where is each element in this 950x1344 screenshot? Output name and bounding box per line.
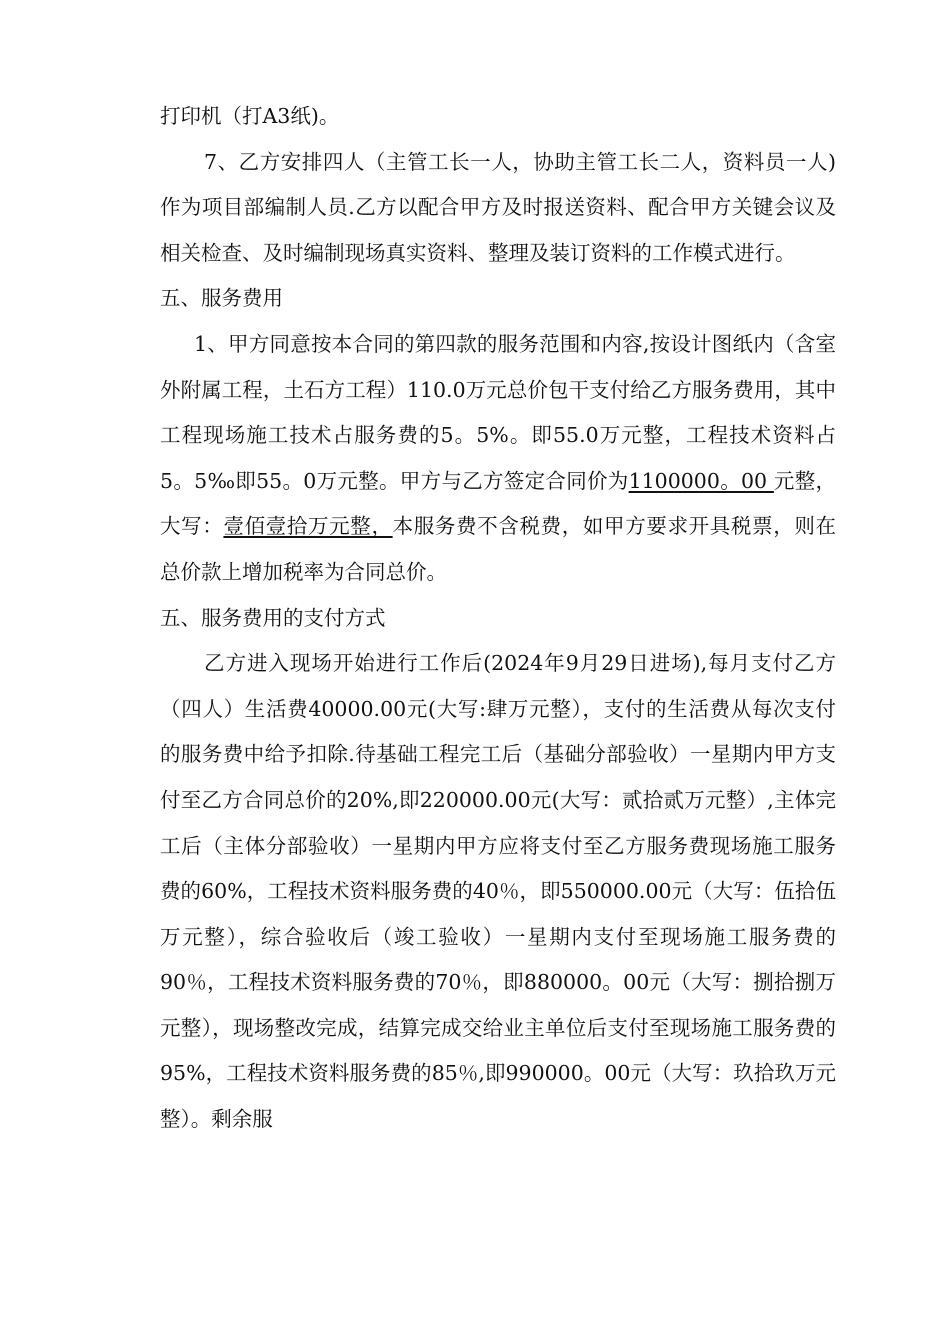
fee-clause-text: 1、甲方同意按本合同的第四款的服务范围和内容,按设计图纸内（含室外附属工程，土石方工程）110.0万元总价包干支付给乙方服务费用，其中工程现场施工技术占服务费的5。5%。即55.0万元整，工程技术资料占5。5‰即55。0万元整。甲方与乙方签定合同价为 (160, 331, 836, 493)
paragraph-printer: 打印机（打A3纸)。 (160, 104, 340, 128)
fee-clause-rest: 本服务费不含税费，如甲方要求开具税票，则在总价款上增加税率为合同总价。 (160, 514, 837, 584)
document-body (160, 94, 836, 1143)
contract-amount-number: 1100000。00 (628, 468, 774, 493)
paragraph-fee-clause-1 (160, 322, 836, 596)
contract-amount-uppercase: 壹佰壹拾万元整， (223, 514, 393, 539)
paragraph-item-7: 7、乙方安排四人（主管工长一人，协助主管工长二人，资料员一人)作为项目部编制人员.乙方以配合甲方及时报送资料、配合甲方关键会议及相关检查、及时编制现场真实资料、整理及装订资料的工作模式进行。 (160, 149, 836, 265)
heading-service-fee: 五、服务费用 (160, 286, 283, 311)
contract-amount-unit: 元整，大写： (160, 468, 836, 539)
heading-payment-method: 五、服务费用的支付方式 (160, 605, 386, 630)
paragraph-payment-terms: 乙方进入现场开始进行工作后(2024年9月29日进场),每月支付乙方（四人）生活费40000.00元(大写:肆万元整），支付的生活费从每次支付的服务费中给予扣除.待基础工程完工后（基础分部验收）一星期内甲方支付至乙方合同总价的20%,即220000.00元(大写：贰拾贰万元整）,主体完工后（主体分部验收）一星期内甲方应将支付至乙方服务费现场施工服务费的60%，工程技术资料服务费的40％，即550000.00元（大写：伍拾伍万元整），综合验收后（竣工验收）一星期内支付至现场施工服务费的90％，工程技术资料服务费的70％，即880000。00元（大写：捌拾捌万元整），现场整改完成，结算完成交给业主单位后支付至现场施工服务费的95%，工程技术资料服务费的85％,即990000。00元（大写：玖拾玖万元整）。剩余服 (160, 651, 836, 1132)
